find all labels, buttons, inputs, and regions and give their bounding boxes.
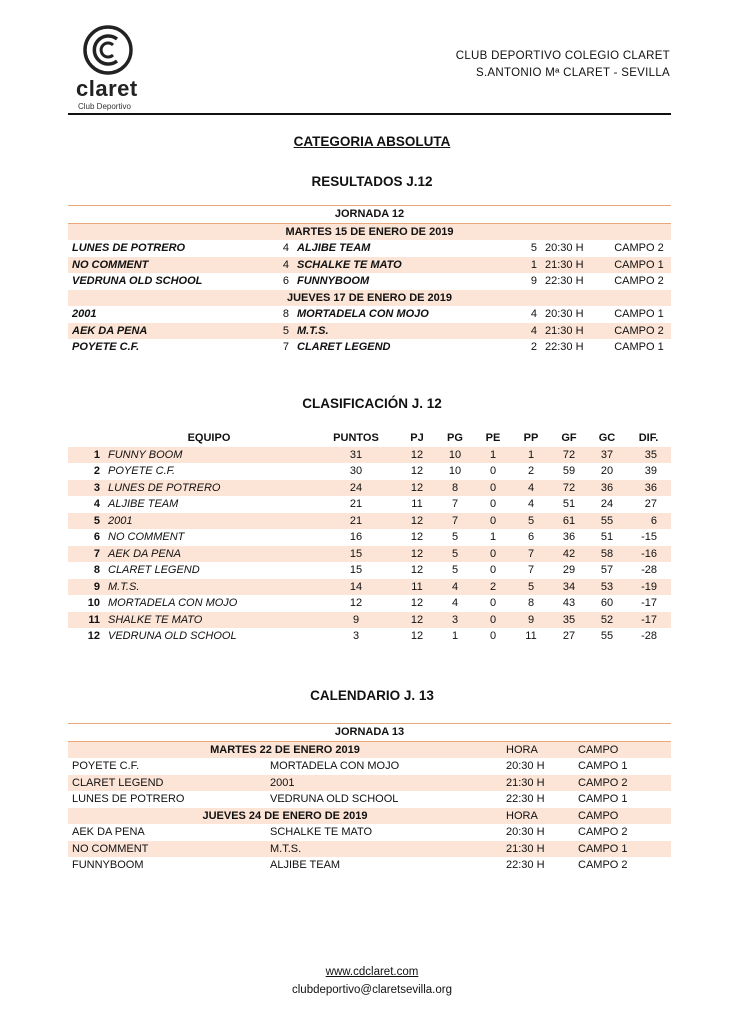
fixture-away: MORTADELA CON MOJO <box>270 760 400 772</box>
standing-points: 21 <box>349 498 363 510</box>
fixture-away: VEDRUNA OLD SCHOOL <box>270 793 399 805</box>
fixture-home: AEK DA PENA <box>72 826 145 838</box>
standing-position: 3 <box>68 480 104 497</box>
standings-row <box>68 447 671 464</box>
result-home-score: 4 <box>282 242 289 254</box>
standing-pg: 10 <box>436 447 474 464</box>
standing-dif: -28 <box>641 564 657 576</box>
standing-pe: 0 <box>474 612 512 629</box>
fixture-home: CLARET LEGEND <box>68 775 266 792</box>
standing-position: 12 <box>87 630 100 642</box>
col-pj: PJ <box>410 432 424 444</box>
standing-gf: 61 <box>550 513 588 530</box>
club-info <box>456 48 670 82</box>
result-away: MORTADELA CON MOJO <box>297 308 429 320</box>
standing-gf: 34 <box>550 579 588 596</box>
standing-gf: 29 <box>562 564 576 576</box>
fixture-home: POYETE C.F. <box>72 760 140 772</box>
club-name: CLUB DEPORTIVO COLEGIO CLARET <box>455 50 670 62</box>
standing-pj: 12 <box>410 564 424 576</box>
fixture-away: SCHALKE TE MATO <box>270 826 373 838</box>
standing-gf: 43 <box>562 597 576 609</box>
standing-position: 5 <box>68 513 104 530</box>
standing-pj: 12 <box>398 480 436 497</box>
standings-header-row <box>68 430 671 447</box>
results-day-header <box>68 223 671 240</box>
result-time: 20:30 H <box>545 308 584 320</box>
standing-gc: 37 <box>588 447 626 464</box>
standing-pg: 7 <box>436 513 474 530</box>
result-home: LUNES DE POTRERO <box>72 242 186 254</box>
result-home: VEDRUNA OLD SCHOOL <box>72 275 203 287</box>
standing-pj: 12 <box>398 513 436 530</box>
website-link[interactable]: www.cdclaret.com <box>325 966 419 978</box>
standing-dif: 39 <box>644 465 657 477</box>
col-team: EQUIPO <box>187 432 231 444</box>
standing-pj: 12 <box>410 531 424 543</box>
fixture-row <box>68 791 671 808</box>
standing-pp: 2 <box>527 465 535 477</box>
standing-team: LUNES DE POTRERO <box>104 480 314 497</box>
calendar-day-header <box>68 741 671 758</box>
standing-position: 1 <box>68 447 104 464</box>
result-away-score: 9 <box>530 275 537 287</box>
standing-pe: 0 <box>489 630 497 642</box>
fixture-row <box>68 857 671 874</box>
results-jornada-row <box>68 206 671 224</box>
standing-gf: 42 <box>550 546 588 563</box>
calendar-jornada: JORNADA 13 <box>68 724 671 742</box>
standing-dif: 36 <box>626 480 671 497</box>
standing-pe: 0 <box>489 465 497 477</box>
standing-gf: 59 <box>562 465 576 477</box>
standing-points: 30 <box>349 465 363 477</box>
results-title: RESULTADOS J.12 <box>311 174 433 189</box>
standing-team: NO COMMENT <box>108 531 185 543</box>
category-title: CATEGORIA ABSOLUTA <box>293 134 451 149</box>
logo-wordmark: claret <box>76 76 138 101</box>
standing-team: FUNNY BOOM <box>104 447 314 464</box>
result-away: M.T.S. <box>293 323 493 340</box>
fixture-time: 22:30 H <box>506 859 545 871</box>
standing-pj: 12 <box>410 630 424 642</box>
result-field: CAMPO 2 <box>614 275 664 287</box>
standing-pj: 12 <box>398 612 436 629</box>
standing-pj: 12 <box>410 465 424 477</box>
fixture-field: CAMPO 1 <box>578 793 628 805</box>
standing-team: VEDRUNA OLD SCHOOL <box>108 630 237 642</box>
fixture-away: ALJIBE TEAM <box>270 859 341 871</box>
club-logo <box>76 24 146 112</box>
result-away-score: 2 <box>530 341 537 353</box>
standing-points: 15 <box>314 546 398 563</box>
standing-gc: 51 <box>600 531 614 543</box>
logo-subtitle: Club Deportivo <box>78 102 131 111</box>
col-pp: PP <box>523 432 539 444</box>
result-home: NO COMMENT <box>68 257 243 274</box>
standing-points: 14 <box>314 579 398 596</box>
standing-pg: 4 <box>451 597 459 609</box>
standing-pp: 8 <box>527 597 535 609</box>
calendar-day-label: JUEVES 24 DE ENERO DE 2019 <box>68 808 502 825</box>
standing-pj: 12 <box>398 447 436 464</box>
standing-pg: 8 <box>436 480 474 497</box>
fixture-row <box>68 841 671 858</box>
standing-points: 21 <box>314 513 398 530</box>
standing-gc: 20 <box>600 465 614 477</box>
results-day-label: MARTES 15 DE ENERO DE 2019 <box>68 223 671 240</box>
result-home-score: 8 <box>282 308 289 320</box>
standing-position: 11 <box>68 612 104 629</box>
standing-position: 2 <box>93 465 100 477</box>
standing-team: POYETE C.F. <box>108 465 176 477</box>
standing-points: 24 <box>314 480 398 497</box>
result-field: CAMPO 1 <box>614 308 664 320</box>
result-home-score: 4 <box>243 257 293 274</box>
standing-dif: -17 <box>641 597 657 609</box>
calendar-hora-header: HORA <box>502 808 574 825</box>
standing-pe: 0 <box>489 597 497 609</box>
standing-team: 2001 <box>104 513 314 530</box>
claret-c-logo-icon <box>82 24 134 76</box>
standing-points: 15 <box>349 564 363 576</box>
standing-pe: 0 <box>489 498 497 510</box>
standing-gf: 72 <box>550 447 588 464</box>
standing-position: 4 <box>93 498 100 510</box>
result-home: AEK DA PENA <box>68 323 243 340</box>
fixture-home: FUNNYBOOM <box>72 859 144 871</box>
standings-row <box>68 480 671 497</box>
standings-row <box>68 513 671 530</box>
fixture-time: 21:30 H <box>502 841 574 858</box>
standings-row <box>68 463 671 480</box>
header-divider <box>68 113 671 115</box>
standing-gc: 58 <box>588 546 626 563</box>
calendar-campo-header: CAMPO <box>574 808 671 825</box>
standing-dif: -17 <box>626 612 671 629</box>
standing-team: AEK DA PENA <box>104 546 314 563</box>
standing-position: 9 <box>68 579 104 596</box>
result-row <box>68 240 671 257</box>
standing-gc: 24 <box>600 498 614 510</box>
result-away-score: 4 <box>530 308 537 320</box>
standing-pj: 12 <box>410 597 424 609</box>
standing-pg: 5 <box>451 531 459 543</box>
standing-pe: 1 <box>474 447 512 464</box>
standing-pg: 7 <box>451 498 459 510</box>
standing-gc: 52 <box>588 612 626 629</box>
calendar-hora-header: HORA <box>502 741 574 758</box>
footer-email[interactable]: clubdeportivo@claretsevilla.org <box>292 984 452 996</box>
result-away: SCHALKE TE MATO <box>293 257 493 274</box>
standing-pe: 0 <box>474 480 512 497</box>
result-home-score: 7 <box>282 341 289 353</box>
standing-pp: 7 <box>512 546 550 563</box>
result-time: 21:30 H <box>541 323 607 340</box>
fixture-home: LUNES DE POTRERO <box>72 793 185 805</box>
standing-team: ALJIBE TEAM <box>108 498 179 510</box>
standing-points: 12 <box>349 597 363 609</box>
calendar-title: CALENDARIO J. 13 <box>310 688 434 703</box>
result-field: CAMPO 2 <box>614 242 664 254</box>
fixture-row <box>68 758 671 775</box>
fixture-away: M.T.S. <box>266 841 502 858</box>
fixture-field: CAMPO 1 <box>574 841 671 858</box>
standings-row <box>68 562 671 579</box>
results-table <box>68 205 671 356</box>
standing-dif: -15 <box>641 531 657 543</box>
standing-pp: 4 <box>527 498 535 510</box>
fixture-field: CAMPO 2 <box>578 859 628 871</box>
result-home: 2001 <box>72 308 97 320</box>
result-row <box>68 257 671 274</box>
standing-pg: 5 <box>451 564 459 576</box>
standing-pg: 4 <box>436 579 474 596</box>
standings-row <box>68 546 671 563</box>
calendar-campo-header: CAMPO <box>574 741 671 758</box>
standing-team: SHALKE TE MATO <box>104 612 314 629</box>
standing-pp: 4 <box>512 480 550 497</box>
standing-points: 3 <box>352 630 360 642</box>
standing-pp: 9 <box>512 612 550 629</box>
result-row <box>68 339 671 356</box>
standings-row <box>68 628 671 645</box>
fixture-time: 22:30 H <box>506 793 545 805</box>
calendar-day-header <box>68 808 671 825</box>
standing-dif: 27 <box>644 498 657 510</box>
standing-position: 8 <box>93 564 100 576</box>
standing-pe: 0 <box>489 564 497 576</box>
result-home-score: 6 <box>282 275 289 287</box>
standing-pp: 5 <box>512 513 550 530</box>
col-dif: DIF. <box>638 432 659 444</box>
col-points: PUNTOS <box>333 432 379 444</box>
standings-row <box>68 496 671 513</box>
standing-gc: 55 <box>588 513 626 530</box>
standing-pp: 7 <box>527 564 535 576</box>
result-away-score: 1 <box>493 257 541 274</box>
fixture-time: 21:30 H <box>502 775 574 792</box>
results-day-header <box>68 290 671 307</box>
result-field: CAMPO 2 <box>607 323 671 340</box>
standings-table <box>68 430 671 645</box>
standing-team: CLARET LEGEND <box>108 564 200 576</box>
standing-gc: 55 <box>600 630 614 642</box>
standing-dif: 6 <box>626 513 671 530</box>
standing-pe: 1 <box>489 531 497 543</box>
fixture-time: 20:30 H <box>506 760 545 772</box>
result-field: CAMPO 1 <box>614 341 664 353</box>
standing-pp: 11 <box>525 630 537 642</box>
standing-pe: 2 <box>474 579 512 596</box>
result-home: POYETE C.F. <box>72 341 140 353</box>
standing-points: 31 <box>314 447 398 464</box>
standing-gf: 51 <box>562 498 576 510</box>
calendar-jornada-row <box>68 724 671 742</box>
fixture-row <box>68 775 671 792</box>
standing-gc: 60 <box>600 597 614 609</box>
standing-team: MORTADELA CON MOJO <box>108 597 238 609</box>
standing-pg: 3 <box>436 612 474 629</box>
standing-position: 6 <box>93 531 100 543</box>
standings-row <box>68 579 671 596</box>
fixture-field: CAMPO 2 <box>574 775 671 792</box>
result-away: ALJIBE TEAM <box>297 242 371 254</box>
fixture-away: 2001 <box>266 775 502 792</box>
standing-gf: 35 <box>550 612 588 629</box>
standing-position: 10 <box>87 597 100 609</box>
standing-points: 16 <box>349 531 363 543</box>
standing-dif: -28 <box>641 630 657 642</box>
standings-row <box>68 529 671 546</box>
standing-pe: 0 <box>474 546 512 563</box>
fixture-row <box>68 824 671 841</box>
col-gc: GC <box>598 432 616 444</box>
standings-row <box>68 612 671 629</box>
standings-title: CLASIFICACIÓN J. 12 <box>302 396 442 411</box>
standing-pj: 11 <box>398 579 436 596</box>
standing-gc: 53 <box>588 579 626 596</box>
standing-dif: -16 <box>626 546 671 563</box>
result-time: 20:30 H <box>545 242 584 254</box>
standing-dif: -19 <box>626 579 671 596</box>
result-away-score: 5 <box>530 242 537 254</box>
result-away: CLARET LEGEND <box>297 341 391 353</box>
result-time: 21:30 H <box>541 257 607 274</box>
calendar-day-label: MARTES 22 DE ENERO 2019 <box>68 741 502 758</box>
standing-pj: 12 <box>398 546 436 563</box>
footer-website[interactable] <box>0 966 744 978</box>
club-address: S.ANTONIO Mª CLARET - SEVILLA <box>475 67 670 79</box>
standing-pg: 5 <box>436 546 474 563</box>
result-time: 22:30 H <box>545 275 584 287</box>
standing-dif: 35 <box>626 447 671 464</box>
result-row <box>68 323 671 340</box>
standing-pp: 1 <box>512 447 550 464</box>
col-pg: PG <box>447 432 463 444</box>
result-row <box>68 273 671 290</box>
col-gf: GF <box>561 432 577 444</box>
fixture-field: CAMPO 1 <box>578 760 628 772</box>
fixture-time: 20:30 H <box>506 826 545 838</box>
calendar-table <box>68 723 671 874</box>
standing-position: 7 <box>68 546 104 563</box>
standing-pj: 11 <box>411 498 423 510</box>
standing-pp: 6 <box>527 531 535 543</box>
result-field: CAMPO 1 <box>607 257 671 274</box>
result-row <box>68 306 671 323</box>
result-time: 22:30 H <box>545 341 584 353</box>
result-away-score: 4 <box>493 323 541 340</box>
fixture-field: CAMPO 2 <box>578 826 628 838</box>
standing-team: M.T.S. <box>104 579 314 596</box>
fixture-home: NO COMMENT <box>68 841 266 858</box>
result-away: FUNNYBOOM <box>297 275 370 287</box>
standing-gf: 27 <box>562 630 576 642</box>
results-day-label: JUEVES 17 DE ENERO DE 2019 <box>68 290 671 307</box>
standing-pg: 10 <box>448 465 462 477</box>
result-home-score: 5 <box>243 323 293 340</box>
standing-gc: 36 <box>588 480 626 497</box>
standing-pe: 0 <box>474 513 512 530</box>
standings-row <box>68 595 671 612</box>
standing-pg: 1 <box>451 630 459 642</box>
standing-gf: 36 <box>562 531 576 543</box>
standing-pp: 5 <box>512 579 550 596</box>
results-jornada: JORNADA 12 <box>68 206 671 224</box>
standing-points: 9 <box>314 612 398 629</box>
standing-gc: 57 <box>600 564 614 576</box>
standing-gf: 72 <box>550 480 588 497</box>
col-pe: PE <box>485 432 501 444</box>
